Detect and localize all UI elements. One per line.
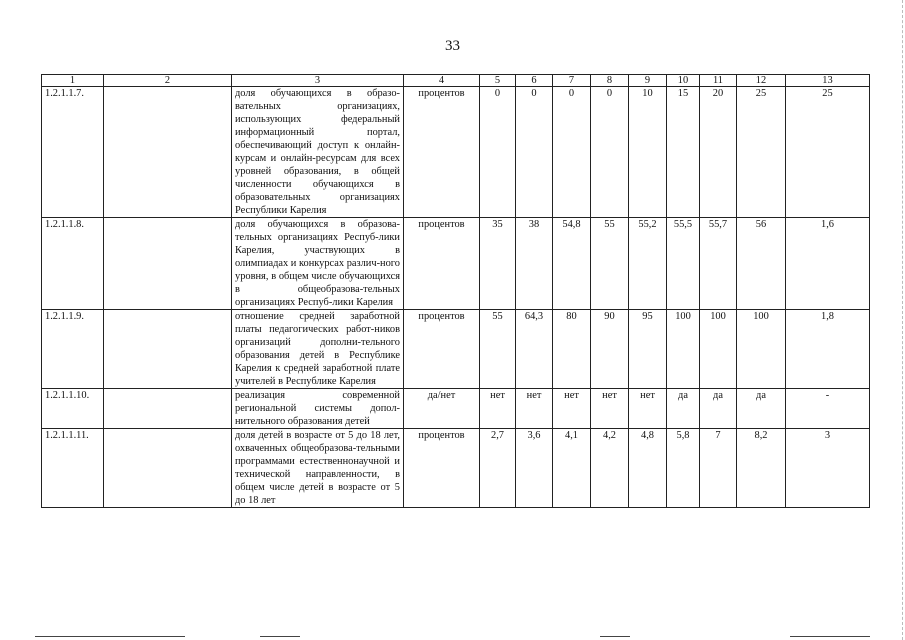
column-header-3: 3 <box>232 75 404 87</box>
value-cell: 95 <box>629 310 667 389</box>
column-header-1: 1 <box>42 75 104 87</box>
value-cell: нет <box>591 389 629 429</box>
column-header-9: 9 <box>629 75 667 87</box>
column-header-8: 8 <box>591 75 629 87</box>
page-edge <box>901 0 903 640</box>
indicator-description: отношение средней заработной платы педагогических работ-ников организаций дополни-тельного образования детей в Республике Карелия к средней заработной плате учителей в Республике Карелия <box>232 310 404 389</box>
value-cell: 25 <box>786 87 870 218</box>
value-cell: 2,7 <box>480 429 516 508</box>
column-header-2: 2 <box>104 75 232 87</box>
value-cell: 0 <box>516 87 553 218</box>
value-cell: 55,5 <box>667 218 700 310</box>
column-header-7: 7 <box>553 75 591 87</box>
unit-cell: процентов <box>404 218 480 310</box>
value-cell: 100 <box>700 310 737 389</box>
bottom-rule <box>600 636 630 637</box>
value-cell: нет <box>480 389 516 429</box>
value-cell: 5,8 <box>667 429 700 508</box>
column-2-cell <box>104 87 232 218</box>
value-cell: нет <box>629 389 667 429</box>
value-cell: 100 <box>667 310 700 389</box>
value-cell: да <box>667 389 700 429</box>
column-header-5: 5 <box>480 75 516 87</box>
column-header-11: 11 <box>700 75 737 87</box>
value-cell: 25 <box>737 87 786 218</box>
value-cell: 20 <box>700 87 737 218</box>
unit-cell: да/нет <box>404 389 480 429</box>
value-cell: 4,1 <box>553 429 591 508</box>
value-cell: 55,7 <box>700 218 737 310</box>
bottom-rule <box>35 636 185 637</box>
value-cell: 1,8 <box>786 310 870 389</box>
value-cell: 0 <box>553 87 591 218</box>
indicator-description: реализация современной региональной системы допол-нительного образования детей <box>232 389 404 429</box>
bottom-rule <box>260 636 300 637</box>
table-row <box>42 389 870 429</box>
value-cell: 64,3 <box>516 310 553 389</box>
unit-cell: процентов <box>404 429 480 508</box>
value-cell: 4,8 <box>629 429 667 508</box>
table-row <box>42 429 870 508</box>
value-cell: 90 <box>591 310 629 389</box>
indicator-description: доля обучающихся в образо-вательных организациях, использующих федеральный информационный портал, обеспечивающий доступ к онлайн-курсам и онлайн-ресурсам для всех уровней образования, в общей численности обучающихся в образовательных организациях Республики Карелия <box>232 87 404 218</box>
indicator-code: 1.2.1.1.9. <box>42 310 104 389</box>
indicator-code: 1.2.1.1.10. <box>42 389 104 429</box>
table-body <box>42 87 870 508</box>
column-header-10: 10 <box>667 75 700 87</box>
value-cell: 56 <box>737 218 786 310</box>
value-cell: 35 <box>480 218 516 310</box>
page-number: 33 <box>445 38 460 54</box>
column-2-cell <box>104 218 232 310</box>
value-cell: 55 <box>591 218 629 310</box>
indicators-table <box>41 74 870 508</box>
table-row <box>42 87 870 218</box>
value-cell: 15 <box>667 87 700 218</box>
value-cell: да <box>737 389 786 429</box>
column-header-13: 13 <box>786 75 870 87</box>
unit-cell: процентов <box>404 310 480 389</box>
column-header-4: 4 <box>404 75 480 87</box>
value-cell: 3 <box>786 429 870 508</box>
value-cell: 0 <box>591 87 629 218</box>
value-cell: нет <box>553 389 591 429</box>
header-row <box>42 75 870 87</box>
column-header-6: 6 <box>516 75 553 87</box>
column-2-cell <box>104 310 232 389</box>
indicator-code: 1.2.1.1.8. <box>42 218 104 310</box>
value-cell: 55 <box>480 310 516 389</box>
column-2-cell <box>104 389 232 429</box>
value-cell: - <box>786 389 870 429</box>
bottom-rule <box>790 636 870 637</box>
value-cell: 3,6 <box>516 429 553 508</box>
value-cell: 54,8 <box>553 218 591 310</box>
value-cell: 38 <box>516 218 553 310</box>
value-cell: 10 <box>629 87 667 218</box>
column-2-cell <box>104 429 232 508</box>
column-header-12: 12 <box>737 75 786 87</box>
indicator-description: доля обучающихся в образова-тельных организациях Респуб-лики Карелия, участвующих в олимпиадах и конкурсах различ-ного уровня, в общем числе обучающихся в общеобразова-тельных организациях Респуб-лики Карелия <box>232 218 404 310</box>
unit-cell: процентов <box>404 87 480 218</box>
value-cell: 55,2 <box>629 218 667 310</box>
value-cell: 8,2 <box>737 429 786 508</box>
indicator-description: доля детей в возрасте от 5 до 18 лет, охваченных общеобразова-тельными программами естественнонаучной и технической направленности, в общем числе детей в возрасте от 5 до 18 лет <box>232 429 404 508</box>
indicator-code: 1.2.1.1.11. <box>42 429 104 508</box>
value-cell: 1,6 <box>786 218 870 310</box>
value-cell: нет <box>516 389 553 429</box>
value-cell: 0 <box>480 87 516 218</box>
value-cell: да <box>700 389 737 429</box>
table-row <box>42 310 870 389</box>
value-cell: 7 <box>700 429 737 508</box>
value-cell: 4,2 <box>591 429 629 508</box>
table-row <box>42 218 870 310</box>
value-cell: 80 <box>553 310 591 389</box>
value-cell: 100 <box>737 310 786 389</box>
table-header <box>42 75 870 87</box>
indicator-code: 1.2.1.1.7. <box>42 87 104 218</box>
